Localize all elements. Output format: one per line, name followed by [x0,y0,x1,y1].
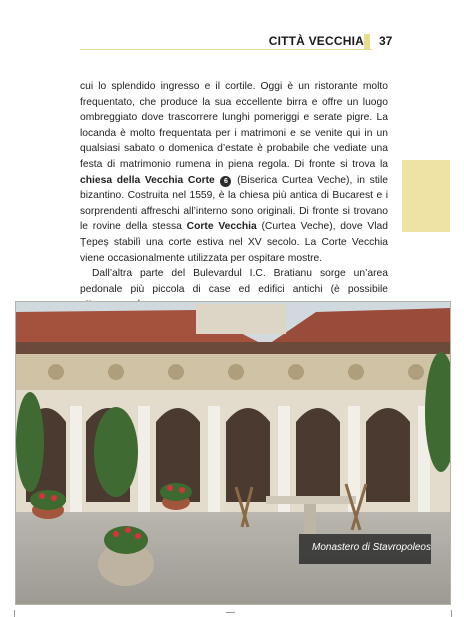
church-name: chiesa della Vecchia Corte [80,174,215,186]
crop-mark-left [14,610,15,617]
header-rule [80,49,372,50]
paragraph-1-text-c: (Curtea Veche), dove Vlad Țepeș stabilì una corte estiva nel XV secolo. La Corte Vecchia viene occasionalmente utilizzata per ospitare mostre. [80,221,388,264]
crop-mark-right [451,610,452,617]
crop-mark-center [226,612,235,613]
page-number: 37 [379,34,393,48]
body-text [80,79,388,313]
running-header-title: CITTÀ VECCHIA [268,34,364,48]
paragraph-1 [80,79,388,266]
photo-caption: Monastero di Stavropoleos [312,542,431,553]
thumb-index-tab [402,160,450,232]
old-court-name: Corte Vecchia [186,221,257,233]
paragraph-1-text-b: (Biserica Curtea Veche), in stile bizantino. Costruita nel 1559, è la chiesa più antica di Bucarest e i sorprendenti affreschi all’interno sono originali. Di fronte si trovano le rovine della stessa [80,174,388,233]
map-marker-badge: 6 [220,176,231,187]
paragraph-2: Dall’altra parte del Bulevardul I.C. Bratianu sorge un’area pedonale più piccola di case ed edifici antichi (è possibile [80,268,388,295]
paragraph-1-text-a: cui lo splendido ingresso e il cortile. Oggi è un ristorante molto frequentato, che produce la sua eccellente birra e offre un luogo ombreggiato dove trascorrere lunghi pomeriggi e serate pigre. La locanda è molto frequentata per i matrimoni e se venite qui in un qualsiasi sabato o domenica d’estate è probabile che vediate una festa di matrimonio rumena in piena regola. Di fronte si trova la [80,81,388,170]
header-color-tab [364,34,370,50]
